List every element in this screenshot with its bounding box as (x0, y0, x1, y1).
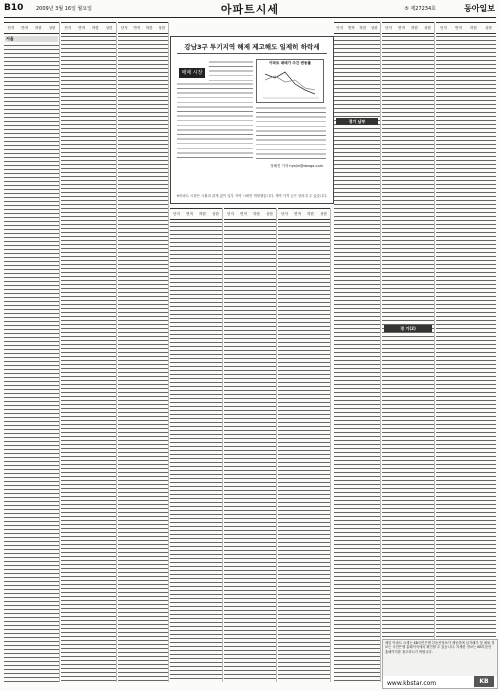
listing-rows (61, 34, 116, 682)
listing-rows (224, 220, 276, 682)
kb-logo: KB (474, 676, 494, 687)
newspaper-name: 동아일보 (464, 4, 495, 13)
ad-footer (383, 676, 497, 688)
listing-column-4 (170, 208, 223, 682)
chart-title: 아파트 매매가 주간 변동률 (269, 61, 311, 65)
column-header: 단지 면적 하한 상한 (436, 22, 496, 34)
header-rule (4, 17, 496, 18)
page-header (0, 0, 500, 16)
listing-column-6 (278, 208, 331, 682)
publication-date: 2009년 3월 16일 월요일 (36, 6, 93, 12)
ad-text: 매일 아파트 시세는 KB국민은행 부동산정보가 제공하며 실거래가 및 매물 정보는 국민은행 홈페이지에서 확인할 수 있습니다. 자세한 정보는 KB부동산 홈페이지를 참고하시기 바랍니다. (385, 641, 495, 654)
section-title: 아파트시세 (220, 3, 280, 16)
region-tag-upper: 경기 남부 (336, 118, 378, 125)
column-header: 단지 면적 하한 상한 (224, 208, 276, 220)
listing-rows (278, 220, 330, 682)
listing-rows (170, 220, 222, 682)
listing-column-2 (61, 22, 117, 682)
article-note: ※아파트 시장은 시황과 관계 없이 일부 지역 시세만 게재했습니다. 계약 가격 등은 달라질 수 있습니다. (176, 194, 328, 198)
market-article (170, 36, 334, 204)
article-headline: 강남3구 투기지역 해제 제고해도 일제히 하락세 (184, 43, 320, 51)
listing-rows (4, 43, 59, 682)
article-body-left (177, 81, 253, 161)
listing-column-9 (436, 22, 496, 682)
listing-rows (118, 34, 168, 682)
column-header: 단지 면적 하한 상한 (382, 22, 434, 34)
region-label: 서울 (5, 36, 58, 42)
price-change-chart (256, 59, 324, 103)
column-header: 단지 면적 하한 상한 (118, 22, 168, 34)
headline-rule (177, 53, 327, 54)
article-byline: 정혜진 기자 hyejin@donga.com (270, 164, 323, 168)
column-header: 단지 면적 하한 상한 (278, 208, 330, 220)
listing-column-5 (224, 208, 277, 682)
page-number: B10 (4, 3, 24, 13)
listing-column-1 (4, 22, 60, 682)
listing-rows (436, 34, 496, 638)
column-header: 단지 면적 하한 상한 (170, 208, 222, 220)
ad-url[interactable]: www.kbstar.com (387, 680, 437, 687)
listing-column-3 (118, 22, 169, 682)
column-header: 단지 면적 하한 상한 (61, 22, 116, 34)
region-tag-lower: 경 기(2) (384, 325, 432, 332)
issue-number: ⑤ 제27234호 (404, 6, 436, 12)
listing-rows (334, 34, 380, 682)
article-badge: 매매 시장 (179, 68, 205, 78)
column-header: 단지 면적 하한 상한 (4, 22, 59, 34)
listing-column-8 (382, 22, 435, 682)
kb-advertisement (382, 639, 498, 689)
listing-rows (382, 34, 434, 638)
chart-graphic (257, 60, 323, 102)
column-header: 단지 면적 하한 상한 (334, 22, 380, 34)
article-body-right (256, 105, 326, 161)
